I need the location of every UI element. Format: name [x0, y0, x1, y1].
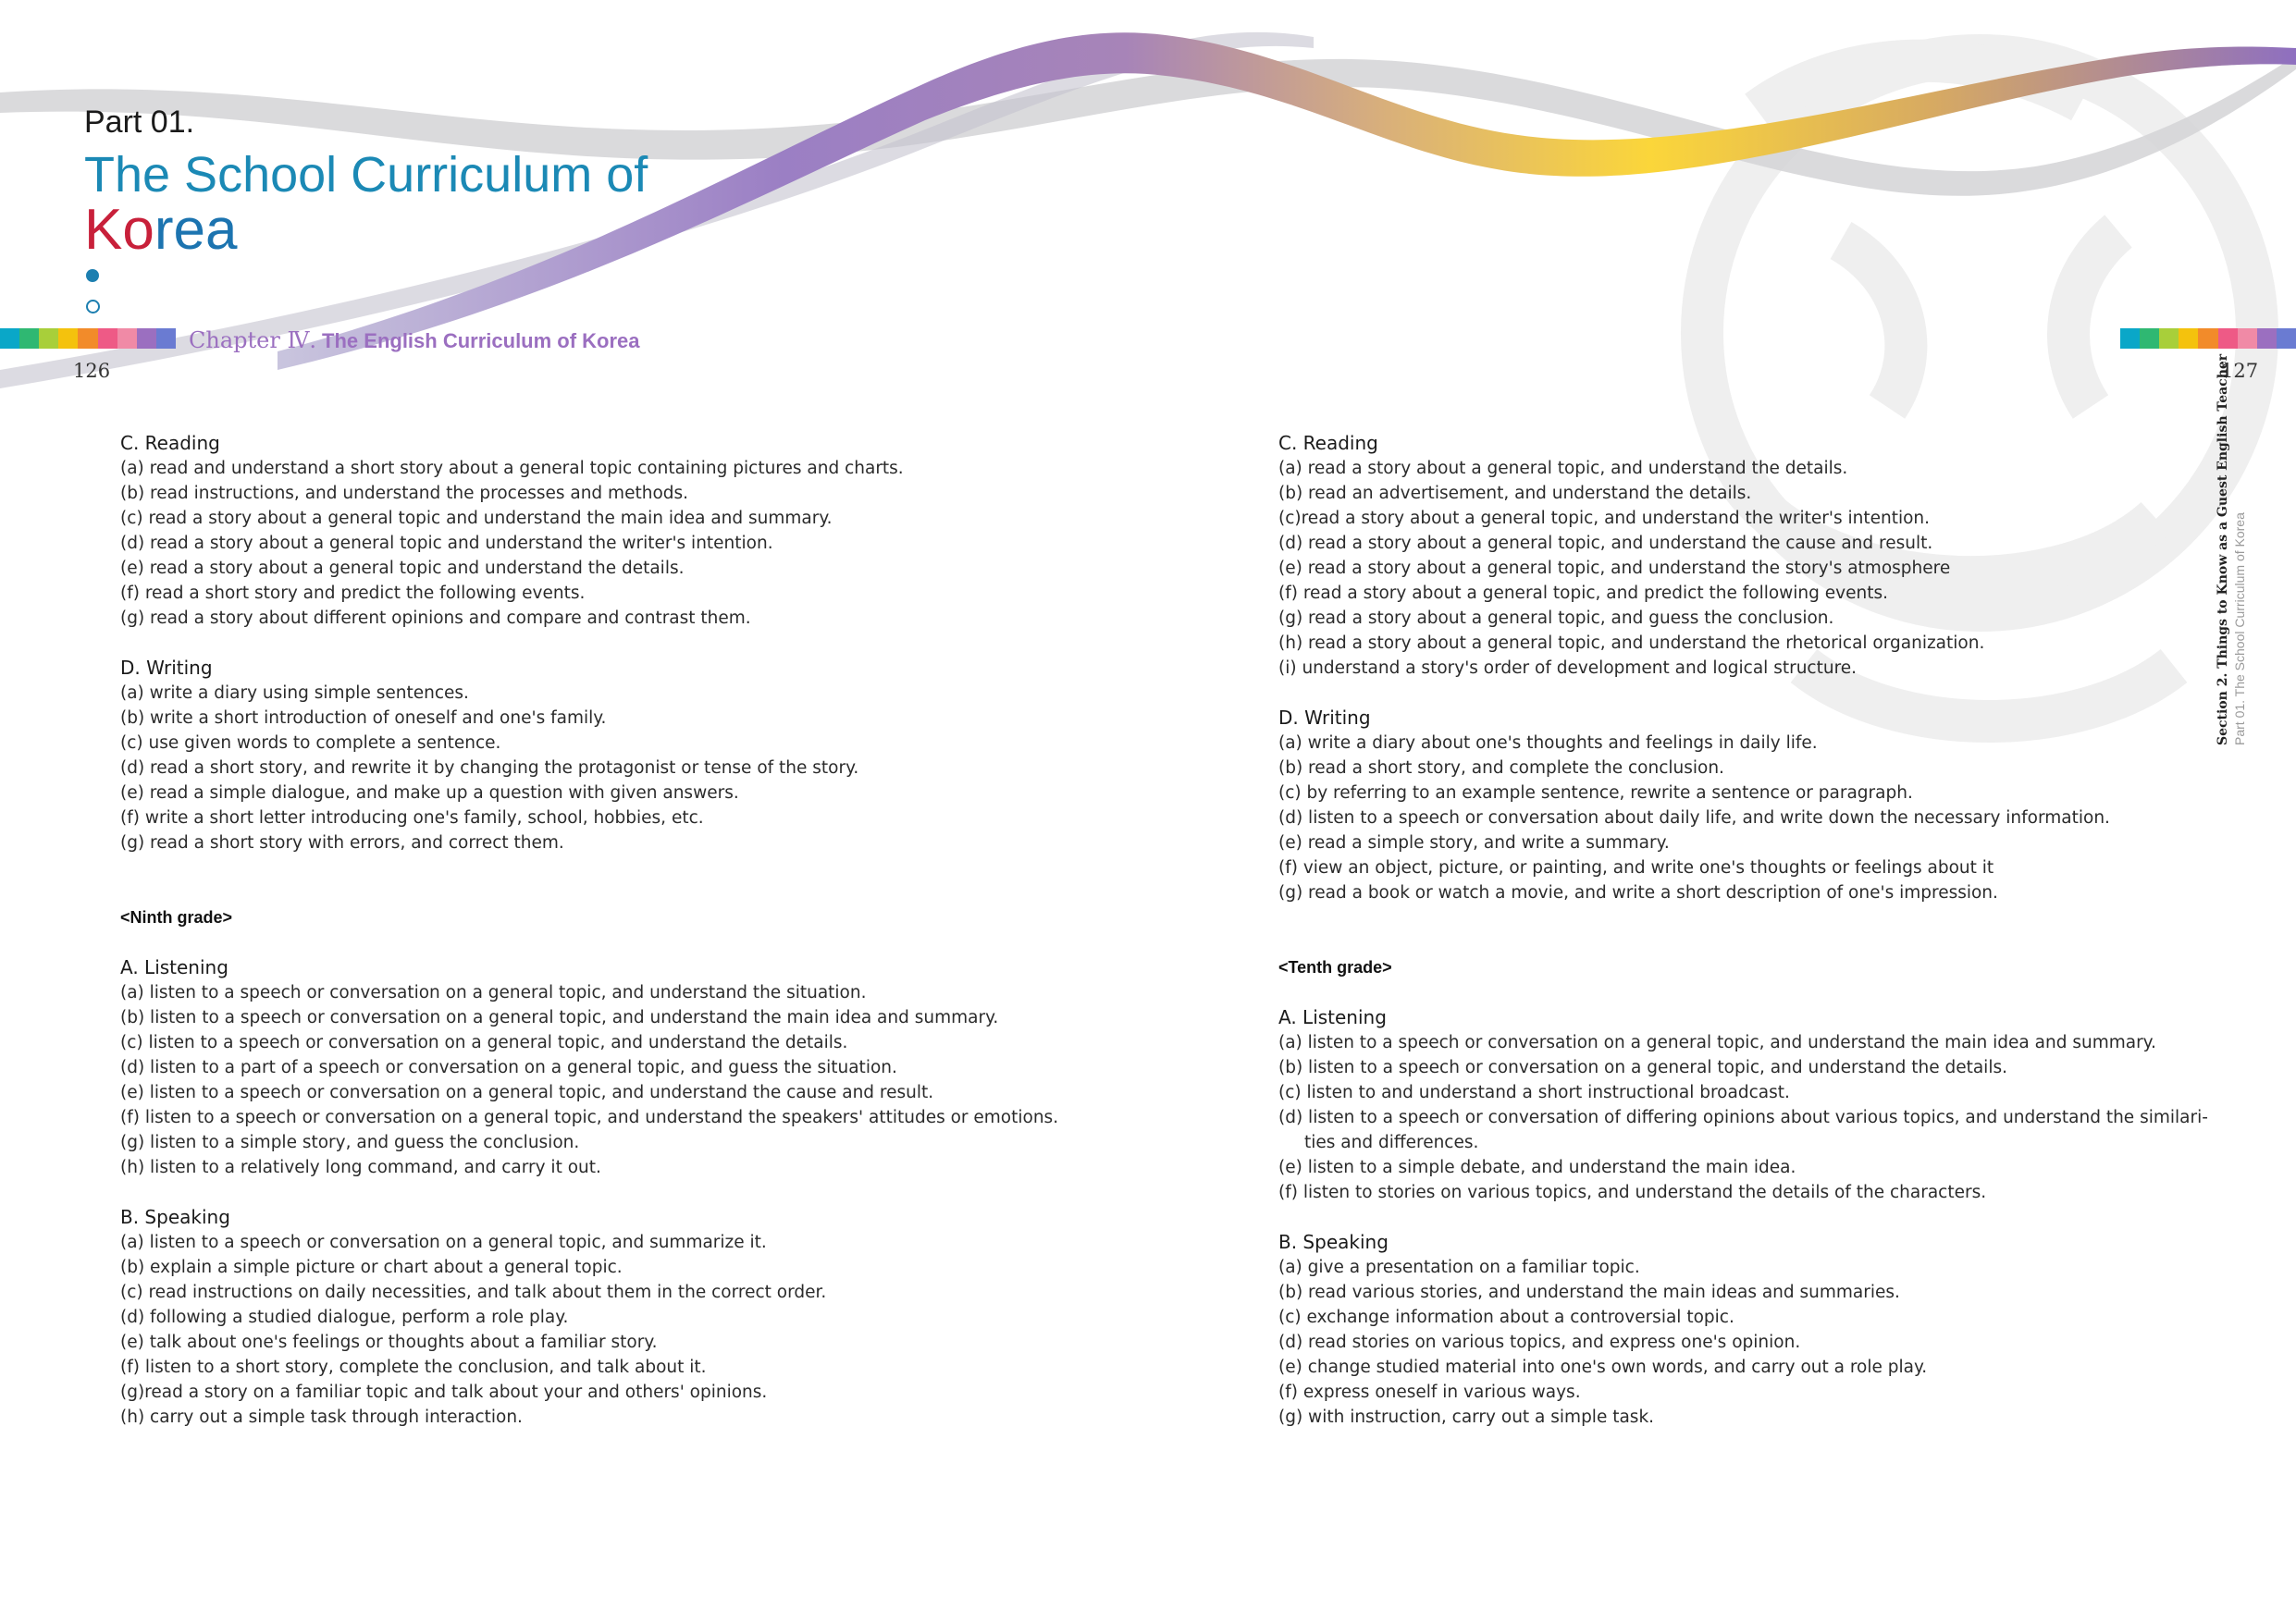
color-swatch — [0, 328, 19, 349]
chapter-heading — [189, 327, 640, 353]
list-item: (g) read a story about a general topic, and guess the conclusion. — [1278, 609, 1834, 628]
list-item: (d) listen to a speech or conversation of differing opinions about various topics, and understand the similari- — [1278, 1108, 2208, 1127]
list-item: (b) listen to a speech or conversation on a general topic, and understand the details. — [1278, 1058, 2007, 1077]
chapter-title: The English Curriculum of Korea — [322, 329, 640, 352]
list-item: (g)read a story on a familiar topic and talk about your and others' opinions. — [120, 1383, 768, 1402]
grade-heading: <Tenth grade> — [1278, 958, 1392, 977]
list-item: (f) view an object, picture, or painting, and write one's thoughts or feelings about it — [1278, 858, 1994, 878]
list-item: (f) listen to a short story, complete the conclusion, and talk about it. — [120, 1358, 707, 1377]
list-item: (e) read a simple dialogue, and make up a question with given answers. — [120, 783, 739, 803]
list-item: (f) write a short letter introducing one's family, school, hobbies, etc. — [120, 808, 704, 828]
list-item: (e) read a story about a general topic, and understand the story's atmosphere — [1278, 559, 1951, 578]
list-item: (h) read a story about a general topic, and understand the rhetorical organization. — [1278, 633, 1985, 653]
bullet-open-icon — [86, 300, 100, 314]
list-item: (b) read instructions, and understand the processes and methods. — [120, 484, 689, 503]
list-item: (g) with instruction, carry out a simple task. — [1278, 1408, 1655, 1427]
list-item: (f) listen to a speech or conversation on a general topic, and understand the speakers' attitudes or emotions. — [120, 1108, 1059, 1127]
side-section-label: Section 2. Things to Know as a Guest English Teacher — [2216, 353, 2230, 745]
list-item: (a) read a story about a general topic, and understand the details. — [1278, 459, 1848, 478]
title-korea-rea: rea — [154, 198, 238, 262]
list-item: (c) read a story about a general topic and understand the main idea and summary. — [120, 509, 833, 528]
section-heading: B. Speaking — [120, 1206, 230, 1228]
section-heading: D. Writing — [120, 657, 213, 679]
list-item: (g) read a book or watch a movie, and write a short description of one's impression. — [1278, 883, 1998, 903]
color-strip-left — [0, 328, 176, 349]
list-item: (a) read and understand a short story about a general topic containing pictures and charts. — [120, 459, 904, 478]
list-item: (b) read various stories, and understand the main ideas and summaries. — [1278, 1283, 1900, 1302]
page-number-left: 126 — [73, 360, 111, 382]
color-swatch — [2257, 328, 2277, 349]
bullet-filled-icon — [86, 269, 99, 282]
color-swatch — [58, 328, 78, 349]
list-item: (d) read a short story, and rewrite it by changing the protagonist or tense of the story. — [120, 758, 859, 778]
list-item: (a) give a presentation on a familiar topic. — [1278, 1258, 1640, 1277]
color-swatch — [2198, 328, 2217, 349]
list-item-continuation: ties and differences. — [1304, 1133, 1479, 1152]
section-heading: A. Listening — [120, 956, 228, 978]
list-item: (d) listen to a part of a speech or conversation on a general topic, and guess the situation. — [120, 1058, 897, 1077]
color-swatch — [137, 328, 156, 349]
color-swatch — [2238, 328, 2257, 349]
list-item: (d) read a story about a general topic, and understand the cause and result. — [1278, 534, 1933, 553]
list-item: (b) write a short introduction of oneself and one's family. — [120, 708, 607, 728]
section-heading: A. Listening — [1278, 1006, 1387, 1028]
list-item: (f) listen to stories on various topics, and understand the details of the characters. — [1278, 1183, 1987, 1202]
list-item: (d) following a studied dialogue, perform a role play. — [120, 1308, 569, 1327]
list-item: (c) listen to a speech or conversation on a general topic, and understand the details. — [120, 1033, 848, 1052]
list-item: (e) change studied material into one's own words, and carry out a role play. — [1278, 1358, 1928, 1377]
section-heading: C. Reading — [1278, 432, 1378, 454]
part-label: Part 01. — [84, 105, 195, 140]
title-line-2 — [84, 197, 237, 263]
chapter-number: Chapter Ⅳ. — [189, 327, 317, 353]
list-item: (c)read a story about a general topic, and understand the writer's intention. — [1278, 509, 1931, 528]
color-swatch — [78, 328, 97, 349]
list-item: (b) read an advertisement, and understand the details. — [1278, 484, 1752, 503]
color-swatch — [19, 328, 39, 349]
page-number-right: 127 — [2221, 360, 2259, 382]
color-swatch — [98, 328, 117, 349]
list-item: (a) listen to a speech or conversation on a general topic, and understand the situation. — [120, 983, 867, 1002]
color-swatch — [2120, 328, 2140, 349]
right-column — [1278, 431, 2208, 1430]
list-item: (b) explain a simple picture or chart about a general topic. — [120, 1258, 623, 1277]
list-item: (f) read a story about a general topic, and predict the following events. — [1278, 584, 1888, 603]
list-item: (e) talk about one's feelings or thoughts about a familiar story. — [120, 1333, 658, 1352]
list-item: (a) write a diary using simple sentences. — [120, 683, 469, 703]
color-swatch — [117, 328, 137, 349]
list-item: (e) listen to a simple debate, and understand the main idea. — [1278, 1158, 1796, 1177]
color-swatch — [2179, 328, 2198, 349]
section-heading: D. Writing — [1278, 707, 1371, 729]
list-item: (g) read a short story with errors, and correct them. — [120, 833, 564, 853]
title-korea-ko: Ko — [84, 198, 154, 262]
color-swatch — [39, 328, 58, 349]
list-item: (c) exchange information about a controversial topic. — [1278, 1308, 1734, 1327]
list-item: (d) read a story about a general topic and understand the writer's intention. — [120, 534, 773, 553]
color-swatch — [2218, 328, 2238, 349]
list-item: (e) read a story about a general topic and understand the details. — [120, 559, 685, 578]
list-item: (g) listen to a simple story, and guess the conclusion. — [120, 1133, 580, 1152]
list-item: (d) listen to a speech or conversation about daily life, and write down the necessary information. — [1278, 808, 2110, 828]
section-heading: B. Speaking — [1278, 1231, 1389, 1253]
list-item: (b) listen to a speech or conversation on a general topic, and understand the main idea and summary. — [120, 1008, 999, 1027]
grade-heading: <Ninth grade> — [120, 908, 233, 927]
side-part-label: Part 01. The School Curriculum of Korea — [2232, 512, 2247, 745]
list-item: (i) understand a story's order of development and logical structure. — [1278, 658, 1858, 678]
title-line-1: The School Curriculum of — [84, 147, 648, 203]
list-item: (c) read instructions on daily necessities, and talk about them in the correct order. — [120, 1283, 827, 1302]
list-item: (e) read a simple story, and write a summary. — [1278, 833, 1670, 853]
list-item: (h) carry out a simple task through interaction. — [120, 1408, 523, 1427]
color-swatch — [2277, 328, 2296, 349]
list-item: (f) express oneself in various ways. — [1278, 1383, 1581, 1402]
list-item: (c) listen to and understand a short instructional broadcast. — [1278, 1083, 1790, 1102]
section-heading: C. Reading — [120, 432, 220, 454]
list-item: (e) listen to a speech or conversation on a general topic, and understand the cause and result. — [120, 1083, 934, 1102]
list-item: (f) read a short story and predict the following events. — [120, 584, 586, 603]
color-swatch — [156, 328, 176, 349]
color-strip-right — [2120, 328, 2296, 349]
list-item: (g) read a story about different opinions and compare and contrast them. — [120, 609, 751, 628]
left-column — [120, 431, 1212, 1430]
list-item: (d) read stories on various topics, and express one's opinion. — [1278, 1333, 1801, 1352]
list-item: (a) listen to a speech or conversation on a general topic, and summarize it. — [120, 1233, 767, 1252]
color-swatch — [2159, 328, 2179, 349]
list-item: (c) by referring to an example sentence, rewrite a sentence or paragraph. — [1278, 783, 1913, 803]
color-swatch — [2140, 328, 2159, 349]
list-item: (a) listen to a speech or conversation on a general topic, and understand the main idea and summary. — [1278, 1033, 2156, 1052]
list-item: (h) listen to a relatively long command, and carry it out. — [120, 1158, 601, 1177]
list-item: (a) write a diary about one's thoughts and feelings in daily life. — [1278, 733, 1818, 753]
list-item: (b) read a short story, and complete the conclusion. — [1278, 758, 1724, 778]
list-item: (c) use given words to complete a sentence. — [120, 733, 501, 753]
